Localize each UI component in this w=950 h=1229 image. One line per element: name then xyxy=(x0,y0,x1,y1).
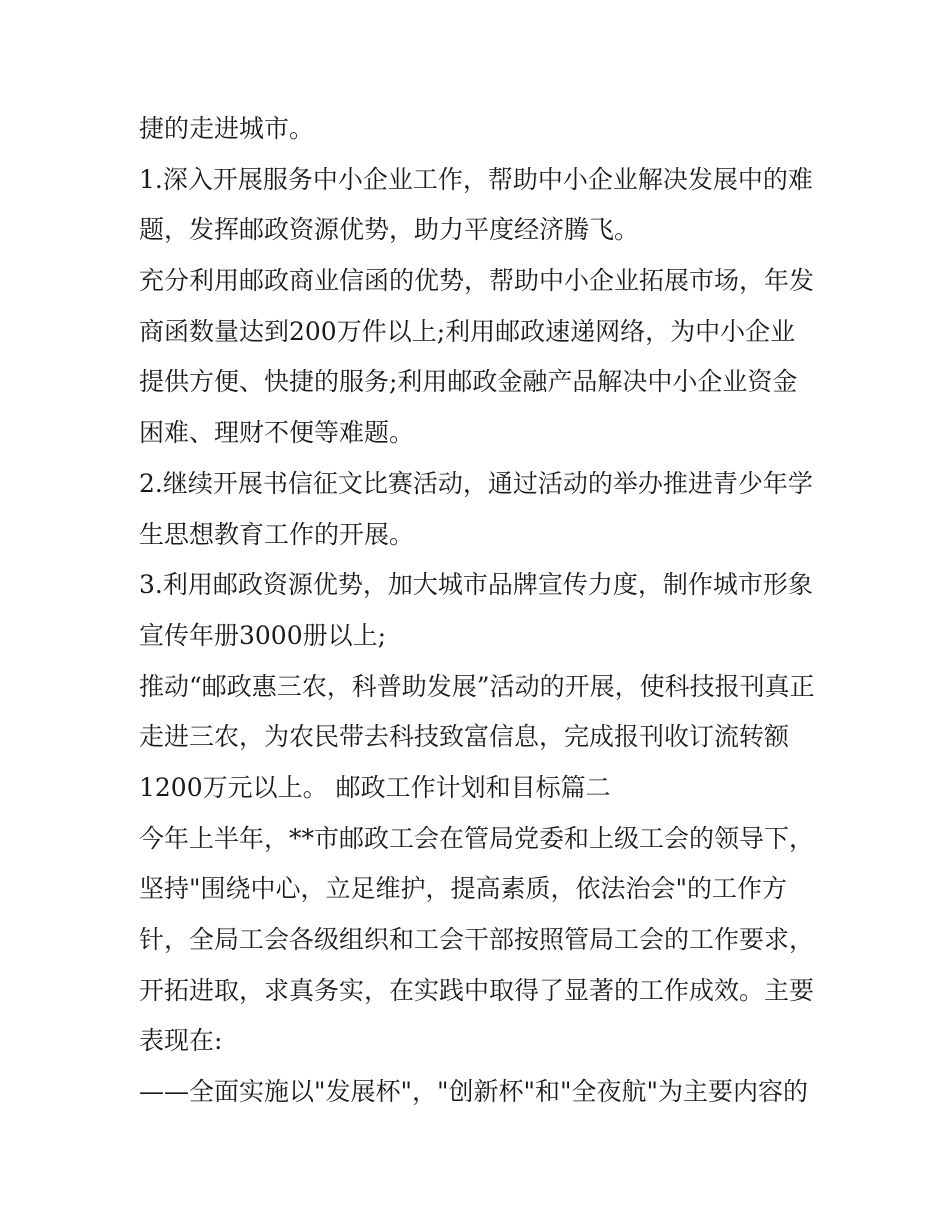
text-line: ——全面实施以"发展杯"，"创新杯"和"全夜航"为主要内容的 xyxy=(139,1077,808,1107)
text-line: 宣传年册3000册以上; xyxy=(139,620,387,650)
text-line: 充分利用邮政商业信函的优势，帮助中小企业拓展市场，年发 xyxy=(139,266,815,296)
text-line: 困难、理财不便等难题。 xyxy=(139,418,415,448)
text-line: 提供方便、快捷的服务;利用邮政金融产品解决中小企业资金 xyxy=(139,367,798,397)
text-line: 今年上半年，**市邮政工会在管局党委和上级工会的领导下， xyxy=(139,823,815,853)
text-line: 商函数量达到200万件以上;利用邮政速递网络，为中小企业 xyxy=(139,316,796,346)
text-line: 捷的走进城市。 xyxy=(139,114,315,143)
text-line: 题，发挥邮政资源优势，助力平度经济腾飞。 xyxy=(139,215,640,245)
text-line: 表现在: xyxy=(139,1026,223,1056)
text-line: 1200万元以上。 邮政工作计划和目标篇二 xyxy=(139,772,611,802)
text-line: 走进三农，为农民带去科技致富信息，完成报刊收订流转额 xyxy=(139,722,790,752)
text-line: 针，全局工会各级组织和工会干部按照管局工会的工作要求， xyxy=(139,925,815,954)
document-body xyxy=(139,104,829,1118)
text-line: 生思想教育工作的开展。 xyxy=(139,519,415,549)
text-line: 开拓进取，求真务实，在实践中取得了显著的工作成效。主要 xyxy=(139,975,815,1005)
text-line: 坚持"围绕中心，立足维护，提高素质，依法治会"的工作方 xyxy=(139,874,788,904)
text-line: 2.继续开展书信征文比赛活动，通过活动的举办推进青少年学 xyxy=(139,468,813,498)
text-line: 3.利用邮政资源优势，加大城市品牌宣传力度，制作城市形象 xyxy=(139,570,813,600)
text-line: 1.深入开展服务中小企业工作，帮助中小企业解决发展中的难 xyxy=(139,164,813,194)
text-line: 推动“邮政惠三农，科普助发展”活动的开展，使科技报刊真正 xyxy=(139,671,815,701)
